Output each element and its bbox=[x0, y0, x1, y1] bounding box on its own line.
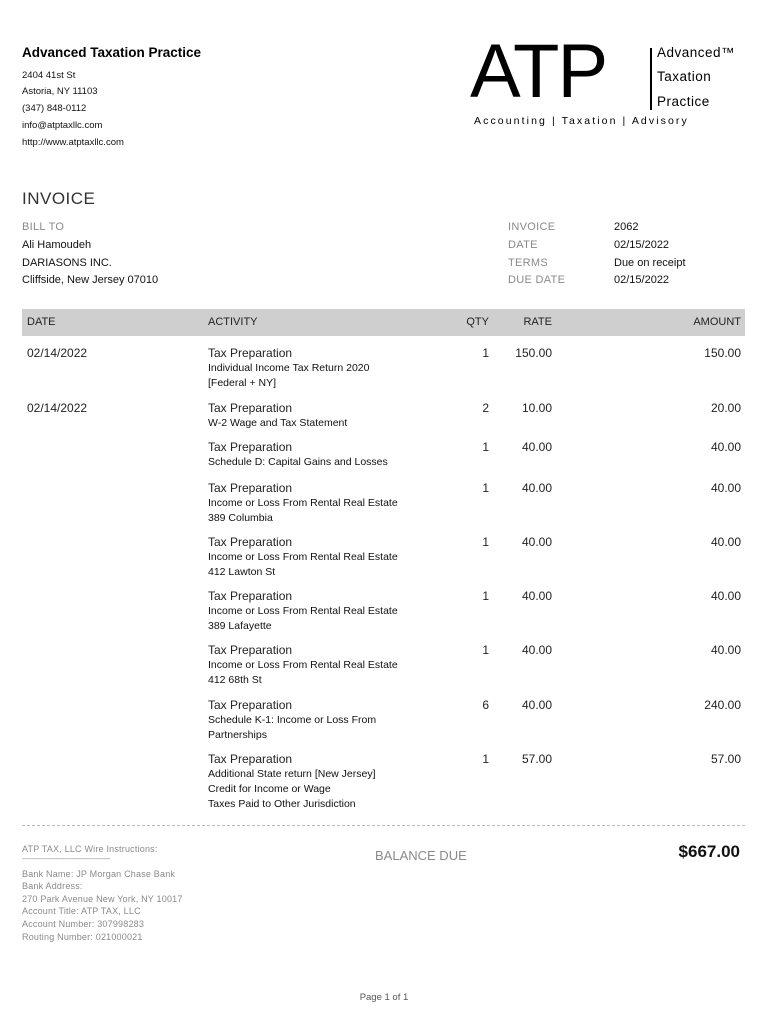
row-rate: 40.00 bbox=[521, 698, 552, 712]
activity-description: Income or Loss From Rental Real Estate bbox=[208, 551, 398, 563]
wire-instructions-title: ATP TAX, LLC Wire Instructions: bbox=[22, 844, 158, 854]
company-address-line: 2404 41st St bbox=[22, 70, 76, 81]
activity-description: [Federal + NY] bbox=[208, 377, 276, 389]
bill-to-company: DARIASONS INC. bbox=[22, 257, 112, 269]
invoice-date: 02/15/2022 bbox=[614, 239, 670, 251]
wire-bank-name: Bank Name: JP Morgan Chase Bank bbox=[22, 869, 176, 879]
row-amount: 57.00 bbox=[710, 752, 741, 766]
logo-word: Practice bbox=[657, 94, 710, 109]
row-amount: 150.00 bbox=[704, 346, 741, 360]
row-date: 02/14/2022 bbox=[27, 346, 88, 360]
activity-description: Individual Income Tax Return 2020 bbox=[208, 362, 370, 374]
row-rate: 150.00 bbox=[515, 346, 552, 360]
row-rate: 40.00 bbox=[521, 589, 552, 603]
row-rate: 40.00 bbox=[521, 481, 552, 495]
row-rate: 40.00 bbox=[521, 643, 552, 657]
row-activity bbox=[208, 346, 448, 391]
row-qty: 1 bbox=[482, 589, 489, 603]
row-activity bbox=[208, 481, 448, 526]
balance-due-label: BALANCE DUE bbox=[375, 848, 467, 863]
row-rate: 57.00 bbox=[521, 752, 552, 766]
wire-bank-address-label: Bank Address: bbox=[22, 881, 83, 891]
column-header-date: DATE bbox=[27, 316, 56, 328]
activity-title: Tax Preparation bbox=[208, 698, 293, 712]
bill-to-address: Cliffside, New Jersey 07010 bbox=[22, 274, 159, 286]
company-phone: (347) 848-0112 bbox=[22, 103, 87, 114]
due-date-label: DUE DATE bbox=[508, 274, 566, 286]
activity-description: Partnerships bbox=[208, 729, 267, 741]
activity-description: Income or Loss From Rental Real Estate bbox=[208, 497, 398, 509]
activity-title: Tax Preparation bbox=[208, 535, 293, 549]
row-rate: 40.00 bbox=[521, 535, 552, 549]
row-amount: 40.00 bbox=[710, 481, 741, 495]
row-rate: 10.00 bbox=[521, 401, 552, 415]
row-activity bbox=[208, 643, 448, 688]
activity-title: Tax Preparation bbox=[208, 643, 293, 657]
balance-due-amount: $667.00 bbox=[678, 842, 740, 861]
logo-word: Taxation bbox=[657, 69, 712, 84]
activity-description: 412 Lawton St bbox=[208, 566, 276, 578]
activity-description: Schedule K-1: Income or Loss From bbox=[208, 714, 377, 726]
logo-divider bbox=[650, 48, 652, 110]
row-amount: 20.00 bbox=[710, 401, 741, 415]
activity-title: Tax Preparation bbox=[208, 401, 293, 415]
row-rate: 40.00 bbox=[521, 440, 552, 454]
activity-description: 412 68th St bbox=[208, 674, 262, 686]
bill-to-name: Ali Hamoudeh bbox=[22, 239, 92, 251]
table-header bbox=[22, 309, 745, 336]
column-header-qty: QTY bbox=[466, 316, 489, 328]
activity-title: Tax Preparation bbox=[208, 440, 293, 454]
row-activity bbox=[208, 440, 448, 470]
company-address-line: Astoria, NY 11103 bbox=[22, 86, 98, 97]
wire-separator: ------------------------------------------------ bbox=[22, 856, 110, 863]
due-date: 02/15/2022 bbox=[614, 274, 670, 286]
row-activity bbox=[208, 752, 448, 812]
bill-to-label: BILL TO bbox=[22, 221, 65, 233]
company-name: Advanced Taxation Practice bbox=[22, 45, 202, 60]
company-email: info@atptaxllc.com bbox=[22, 120, 103, 131]
row-qty: 1 bbox=[482, 440, 489, 454]
row-activity bbox=[208, 401, 448, 431]
row-amount: 240.00 bbox=[704, 698, 741, 712]
row-date: 02/14/2022 bbox=[27, 401, 88, 415]
row-qty: 1 bbox=[482, 346, 489, 360]
wire-account-number: Account Number: 307998283 bbox=[22, 919, 145, 929]
row-activity bbox=[208, 589, 448, 634]
activity-title: Tax Preparation bbox=[208, 752, 293, 766]
terms-label: TERMS bbox=[508, 257, 548, 269]
wire-account-title: Account Title: ATP TAX, LLC bbox=[22, 906, 141, 916]
activity-description: 389 Lafayette bbox=[208, 620, 272, 632]
row-amount: 40.00 bbox=[710, 440, 741, 454]
invoice-number-label: INVOICE bbox=[508, 221, 556, 233]
activity-title: Tax Preparation bbox=[208, 589, 293, 603]
company-website: http://www.atptaxllc.com bbox=[22, 137, 124, 148]
invoice-title: INVOICE bbox=[22, 189, 96, 208]
activity-description: Taxes Paid to Other Jurisdiction bbox=[208, 798, 356, 810]
activity-description: Additional State return [New Jersey] bbox=[208, 768, 376, 780]
activity-description: 389 Columbia bbox=[208, 512, 273, 524]
logo-word: Advanced™ bbox=[657, 45, 736, 60]
invoice-number: 2062 bbox=[614, 221, 639, 233]
activity-description: Income or Loss From Rental Real Estate bbox=[208, 605, 398, 617]
logo-tagline: Accounting | Taxation | Advisory bbox=[474, 115, 689, 127]
row-qty: 1 bbox=[482, 481, 489, 495]
row-amount: 40.00 bbox=[710, 535, 741, 549]
activity-description: W-2 Wage and Tax Statement bbox=[208, 417, 348, 429]
row-qty: 6 bbox=[482, 698, 489, 712]
invoice-date-label: DATE bbox=[508, 239, 538, 251]
row-qty: 1 bbox=[482, 535, 489, 549]
terms-value: Due on receipt bbox=[614, 257, 686, 269]
row-qty: 1 bbox=[482, 752, 489, 766]
activity-title: Tax Preparation bbox=[208, 481, 293, 495]
atp-logo bbox=[470, 29, 760, 135]
row-amount: 40.00 bbox=[710, 589, 741, 603]
column-header-amount: AMOUNT bbox=[693, 316, 741, 328]
row-qty: 2 bbox=[482, 401, 489, 415]
totals-divider bbox=[22, 825, 745, 826]
wire-routing-number: Routing Number: 021000021 bbox=[22, 932, 143, 942]
row-qty: 1 bbox=[482, 643, 489, 657]
activity-title: Tax Preparation bbox=[208, 346, 293, 360]
wire-bank-address: 270 Park Avenue New York, NY 10017 bbox=[22, 894, 183, 904]
column-header-rate: RATE bbox=[523, 316, 552, 328]
activity-description: Credit for Income or Wage bbox=[208, 783, 331, 795]
column-header-activity: ACTIVITY bbox=[208, 316, 258, 328]
row-amount: 40.00 bbox=[710, 643, 741, 657]
row-activity bbox=[208, 535, 448, 580]
page-number: Page 1 of 1 bbox=[359, 992, 409, 1003]
row-activity bbox=[208, 698, 448, 743]
logo-letters: ATP bbox=[470, 29, 607, 114]
activity-description: Income or Loss From Rental Real Estate bbox=[208, 659, 398, 671]
activity-description: Schedule D: Capital Gains and Losses bbox=[208, 456, 388, 468]
